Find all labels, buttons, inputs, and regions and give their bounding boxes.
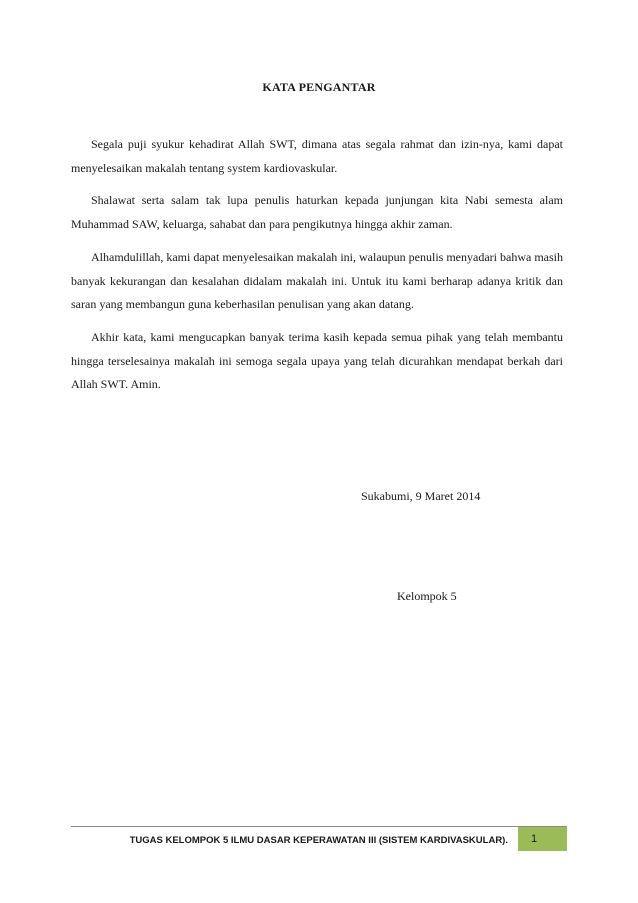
paragraph-4: Akhir kata, kami mengucapkan banyak terima kasih kepada semua pihak yang telah membantu hingga terselesainya makalah ini semoga segala upaya yang telah dicurahkan mendapat berkah dari Allah SWT. Amin. — [71, 329, 563, 392]
signature-place-date: Sukabumi, 9 Maret 2014 — [361, 489, 481, 503]
footer-title: TUGAS KELOMPOK 5 ILMU DASAR KEPERAWATAN III (SISTEM KARDIVASKULAR). — [129, 835, 508, 846]
body-text — [71, 133, 563, 406]
signature-author: Kelompok 5 — [397, 589, 457, 603]
page-number: 1 — [518, 827, 567, 851]
paragraph-3: Alhamdulillah, kami dapat menyelesaikan makalah ini, walaupun penulis menyadari bahwa masih banyak kekurangan dan kesalahan didalam makalah ini. Untuk itu kami berharap adanya kritik dan saran yang membangun guna keberhasilan penulisan yang akan datang. — [71, 249, 563, 312]
page-title: KATA PENGANTAR — [262, 80, 376, 94]
paragraph-2: Shalawat serta salam tak lupa penulis haturkan kepada junjungan kita Nabi semesta alam Muhammad SAW, keluarga, sahabat dan para pengikutnya hingga akhir zaman. — [71, 193, 563, 232]
paragraph-1: Segala puji syukur kehadirat Allah SWT, dimana atas segala rahmat dan izin-nya, kami dapat menyelesaikan makalah tentang system kardiovaskular. — [71, 137, 563, 175]
footer-divider — [71, 826, 567, 827]
